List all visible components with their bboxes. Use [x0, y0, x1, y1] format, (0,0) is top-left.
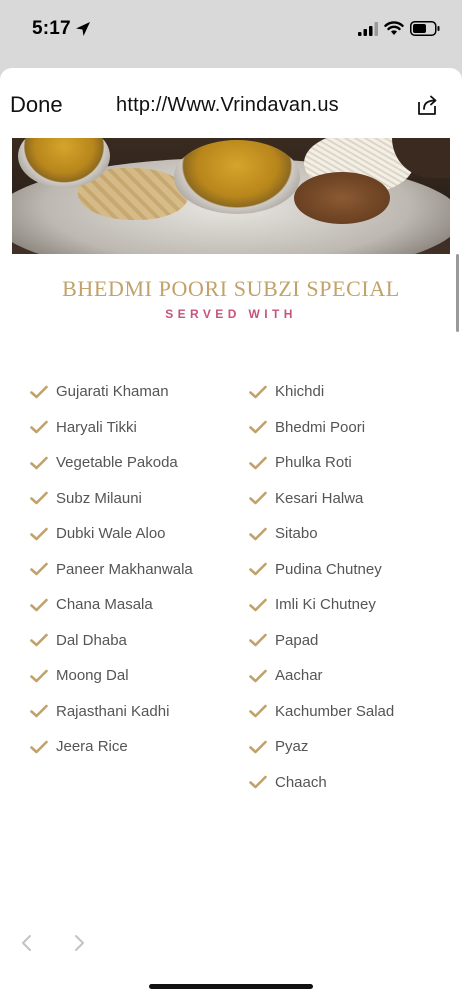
- list-item-label: Dubki Wale Aloo: [56, 525, 166, 543]
- menu-subtitle: SERVED WITH: [165, 307, 297, 321]
- list-item: [249, 658, 449, 694]
- list-item-label: Aachar: [275, 667, 323, 685]
- check-icon: [30, 633, 48, 647]
- list-item: [249, 445, 449, 481]
- check-icon: [249, 385, 267, 399]
- list-item: [30, 587, 240, 623]
- menu-title: BHEDMI POORI SUBZI SPECIAL: [62, 276, 400, 301]
- check-icon: [30, 740, 48, 754]
- list-item-label: Pyaz: [275, 738, 309, 756]
- check-icon: [249, 704, 267, 718]
- scrollbar[interactable]: [456, 254, 459, 332]
- check-icon: [30, 491, 48, 505]
- list-item-label: Bhedmi Poori: [275, 418, 366, 436]
- list-item: [30, 445, 240, 481]
- check-icon: [249, 562, 267, 576]
- check-icon: [249, 598, 267, 612]
- list-item-label: Kesari Halwa: [275, 489, 364, 507]
- check-icon: [30, 562, 48, 576]
- check-icon: [30, 669, 48, 683]
- check-icon: [249, 633, 267, 647]
- list-item-label: Haryali Tikki: [56, 418, 137, 436]
- list-item-label: Jeera Rice: [56, 738, 128, 756]
- list-item: [30, 729, 240, 765]
- list-item: [249, 694, 449, 730]
- check-icon: [249, 491, 267, 505]
- share-icon[interactable]: [416, 94, 438, 116]
- check-icon: [30, 598, 48, 612]
- check-icon: [249, 527, 267, 541]
- check-icon: [249, 669, 267, 683]
- list-item-label: Gujarati Khaman: [56, 383, 169, 401]
- list-item: [249, 729, 449, 765]
- list-item-label: Kachumber Salad: [275, 702, 395, 720]
- list-item-label: Papad: [275, 631, 319, 649]
- list-item: [30, 516, 240, 552]
- served-with-list-left: [30, 374, 240, 765]
- list-item: [30, 410, 240, 446]
- list-item-label: Vegetable Pakoda: [56, 454, 178, 472]
- home-indicator: [149, 984, 313, 989]
- check-icon: [30, 456, 48, 470]
- check-icon: [249, 456, 267, 470]
- list-item: [249, 481, 449, 517]
- list-item: [30, 552, 240, 588]
- url-label: http://Www.Vrindavan.us: [116, 94, 339, 116]
- list-item: [30, 658, 240, 694]
- list-item: [30, 623, 240, 659]
- list-item-label: Phulka Roti: [275, 454, 352, 472]
- check-icon: [30, 385, 48, 399]
- list-item: [249, 374, 449, 410]
- list-item-label: Khichdi: [275, 383, 325, 401]
- list-item-label: Pudina Chutney: [275, 560, 382, 578]
- check-icon: [30, 704, 48, 718]
- list-item-label: Sitabo: [275, 525, 318, 543]
- list-item: [249, 587, 449, 623]
- web-view-sheet: [0, 68, 462, 1000]
- list-item: [249, 410, 449, 446]
- list-item-label: Subz Milauni: [56, 489, 142, 507]
- served-with-list-right: [249, 374, 449, 800]
- status-bar: [0, 0, 462, 60]
- list-item-label: Imli Ki Chutney: [275, 596, 376, 614]
- check-icon: [249, 420, 267, 434]
- list-item-label: Dal Dhaba: [56, 631, 127, 649]
- check-icon: [249, 740, 267, 754]
- check-icon: [30, 420, 48, 434]
- chevron-left-icon[interactable]: [20, 934, 34, 952]
- list-item-label: Paneer Makhanwala: [56, 560, 193, 578]
- location-arrow-icon: [74, 20, 92, 38]
- check-icon: [30, 527, 48, 541]
- list-item-label: Chaach: [275, 773, 327, 791]
- check-icon: [249, 775, 267, 789]
- list-item-label: Rajasthani Kadhi: [56, 702, 170, 720]
- chevron-right-icon[interactable]: [72, 934, 86, 952]
- cellular-signal-icon: [358, 22, 378, 36]
- list-item: [249, 623, 449, 659]
- list-item-label: Moong Dal: [56, 667, 129, 685]
- list-item: [249, 552, 449, 588]
- list-item-label: Chana Masala: [56, 596, 153, 614]
- status-time: 5:17: [32, 18, 71, 39]
- list-item: [30, 694, 240, 730]
- wifi-icon: [384, 20, 404, 36]
- list-item: [30, 481, 240, 517]
- list-item: [249, 765, 449, 801]
- done-button[interactable]: Done: [10, 92, 63, 117]
- battery-icon: [410, 21, 440, 36]
- food-thali-photo: [12, 138, 450, 254]
- list-item: [249, 516, 449, 552]
- list-item: [30, 374, 240, 410]
